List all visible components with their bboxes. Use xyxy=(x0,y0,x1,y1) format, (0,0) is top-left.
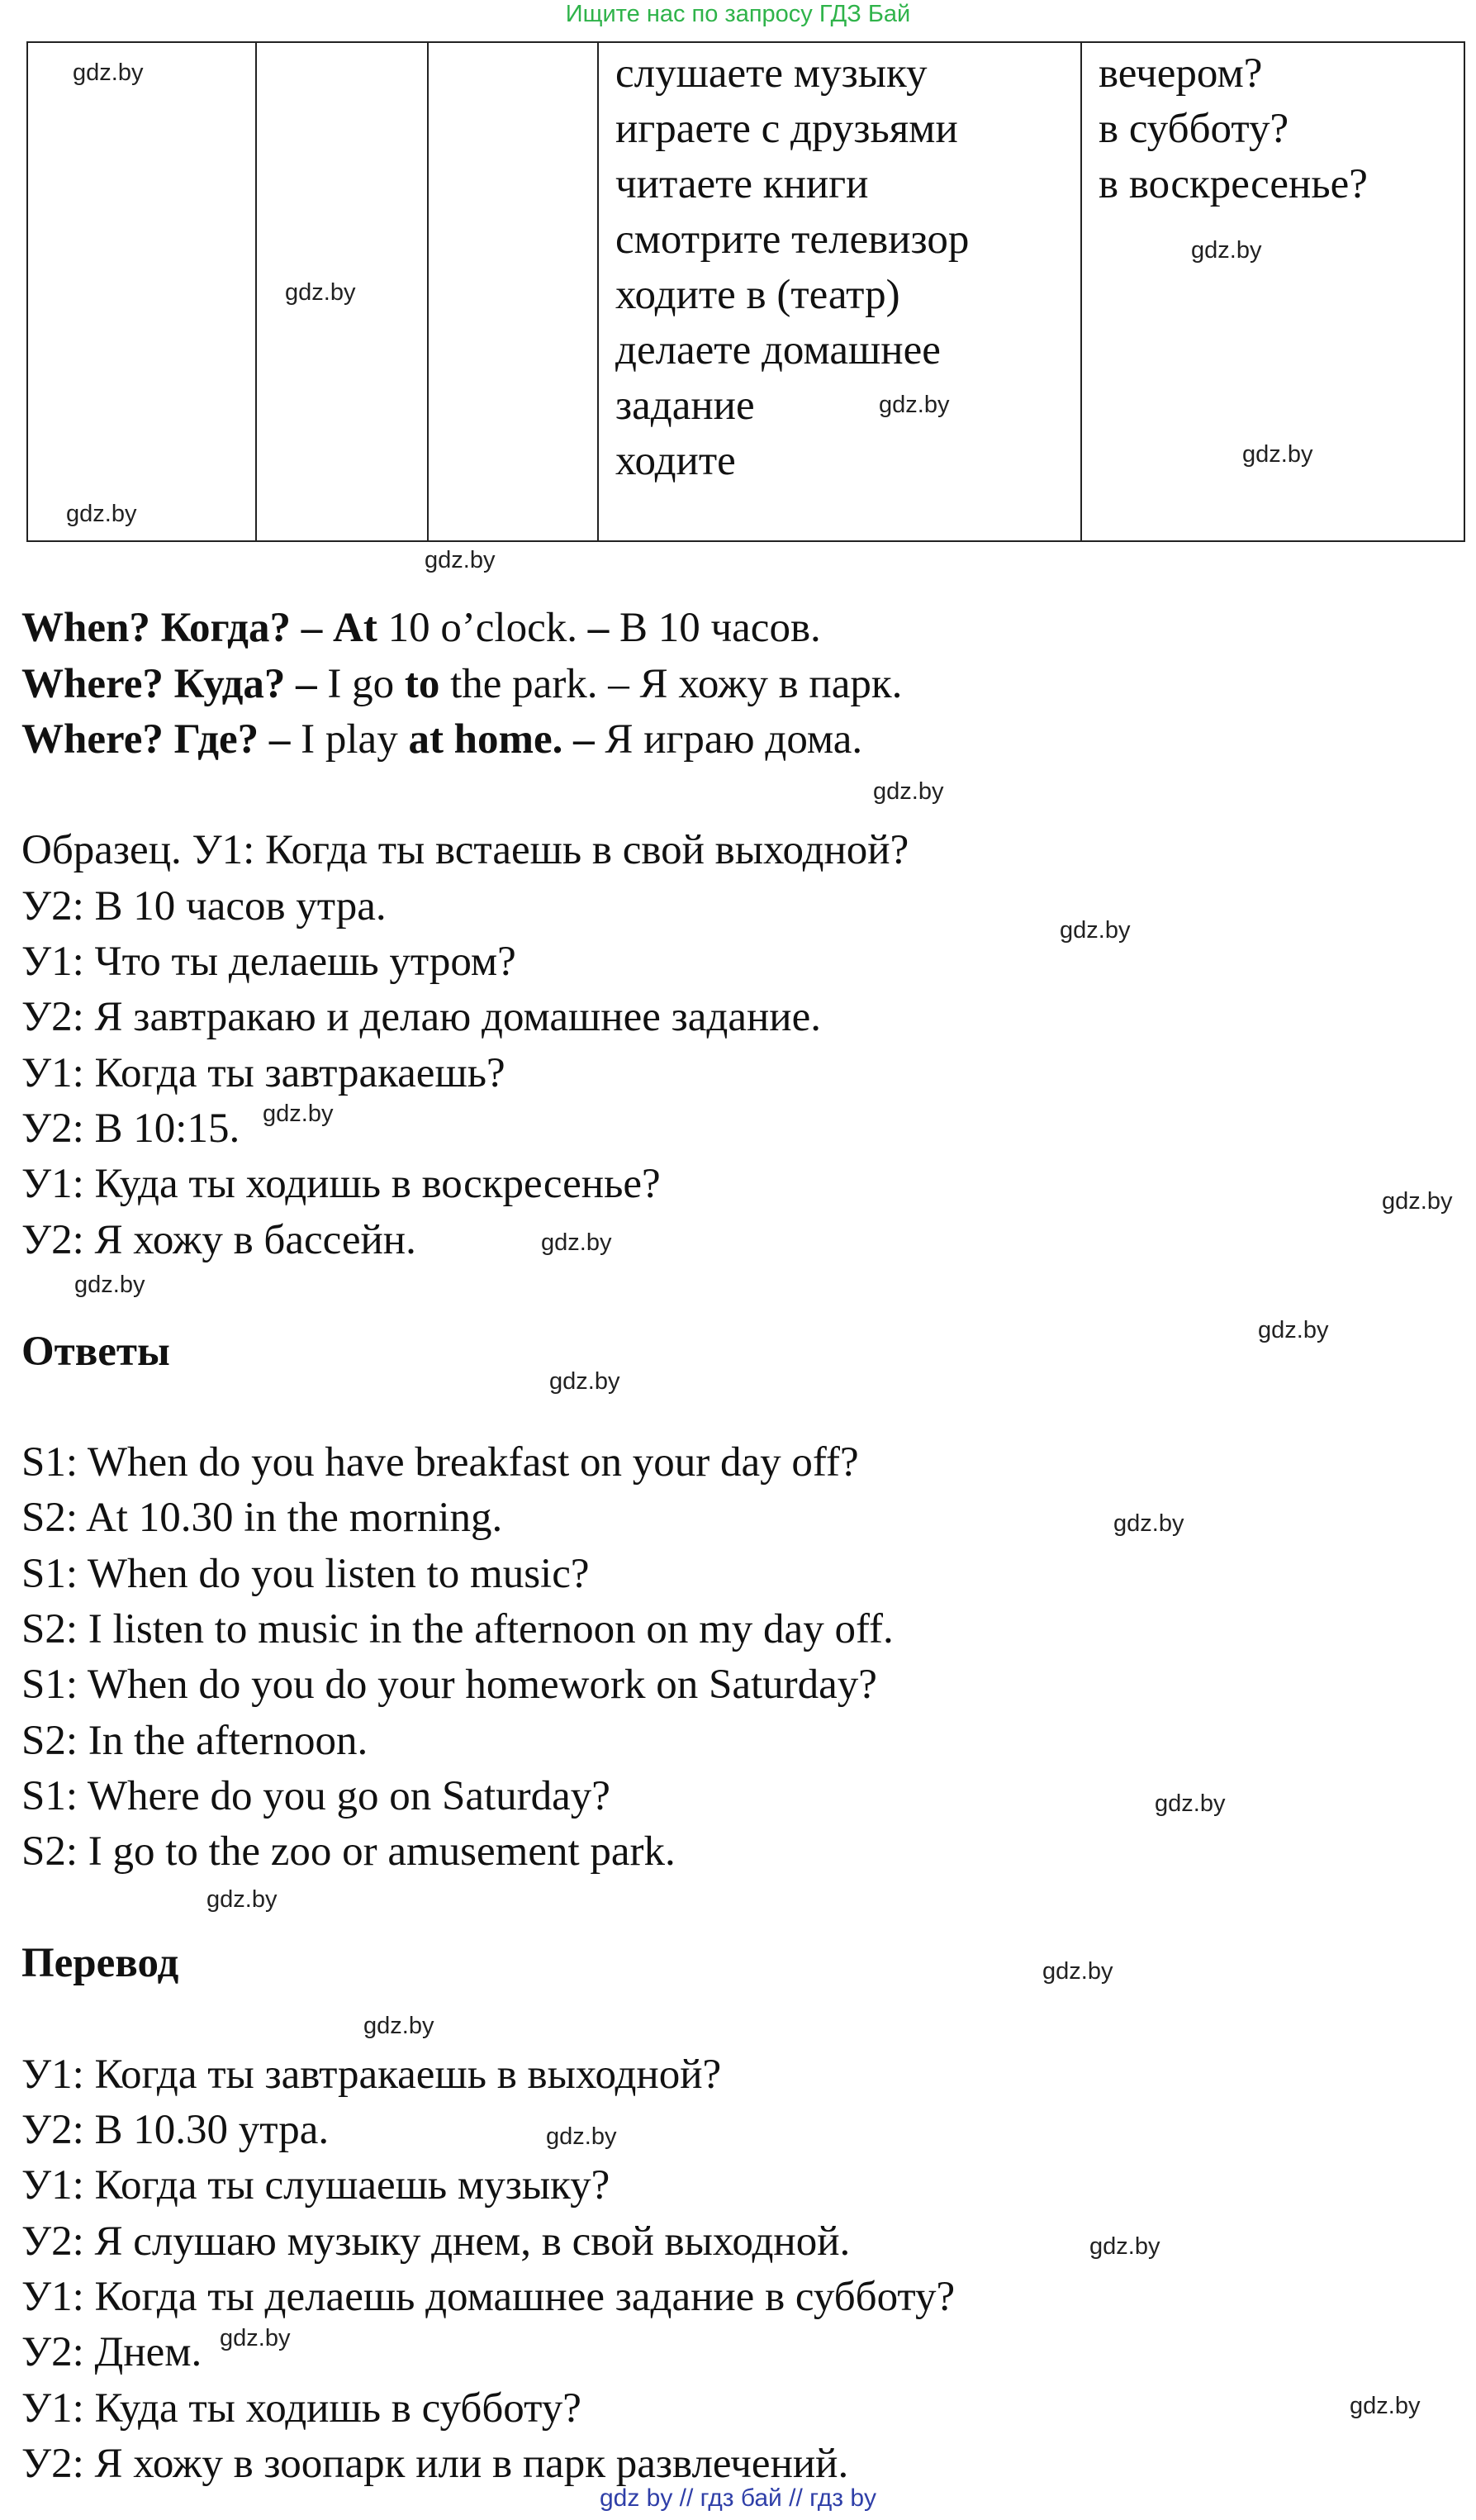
watermark: gdz.by xyxy=(220,2325,291,2351)
rule-where-at: Where? Где? – I play at home. – Я играю дома. xyxy=(21,716,863,763)
watermark: gdz.by xyxy=(1242,441,1313,468)
watermark: gdz.by xyxy=(1042,1958,1113,1985)
translation-line: У2: Днем. xyxy=(21,2329,202,2375)
answer-line: S1: Where do you go on Saturday? xyxy=(21,1773,610,1819)
answers-title: Ответы xyxy=(21,1329,170,1375)
watermark: gdz.by xyxy=(1060,917,1131,944)
answer-line: S1: When do you listen to music? xyxy=(21,1551,590,1597)
table-line: в субботу? xyxy=(1099,106,1289,152)
watermark: gdz.by xyxy=(263,1101,334,1127)
translation-line: У1: Когда ты делаешь домашнее задание в субботу? xyxy=(21,2274,956,2320)
table-line: слушаете музыку xyxy=(615,50,928,97)
translation-line: У1: Когда ты завтракаешь в выходной? xyxy=(21,2052,722,2098)
watermark: gdz.by xyxy=(425,547,496,573)
answer-line: S2: I listen to music in the afternoon on my day off. xyxy=(21,1606,894,1652)
table-line: в воскресенье? xyxy=(1099,161,1368,207)
watermark: gdz.by xyxy=(1191,237,1262,264)
translation-line: У2: Я слушаю музыку днем, в свой выходной. xyxy=(21,2218,851,2265)
watermark: gdz.by xyxy=(1155,1790,1226,1817)
watermark: gdz.by xyxy=(1113,1510,1184,1537)
table-line: вечером? xyxy=(1099,50,1263,97)
watermark: gdz.by xyxy=(1350,2393,1421,2419)
answer-line: S2: In the afternoon. xyxy=(21,1718,368,1764)
watermark: gdz.by xyxy=(206,1886,278,1913)
watermark: gdz.by xyxy=(1089,2233,1160,2260)
sample-line: У2: Я завтракаю и делаю домашнее задание. xyxy=(21,994,821,1040)
watermark: gdz.by xyxy=(546,2123,617,2150)
translation-line: У1: Куда ты ходишь в субботу? xyxy=(21,2385,581,2432)
watermark: gdz.by xyxy=(541,1229,612,1256)
translation-line: У1: Когда ты слушаешь музыку? xyxy=(21,2162,610,2209)
sample-line: Образец. У1: Когда ты встаешь в свой выходной? xyxy=(21,827,909,873)
table-word: делаете xyxy=(615,327,752,373)
sample-line: У1: Когда ты завтракаешь? xyxy=(21,1050,505,1096)
answer-line: S1: When do you have breakfast on your day off? xyxy=(21,1439,859,1486)
rule-when: When? Когда? – At 10 o’clock. – В 10 часов. xyxy=(21,605,821,651)
table-line: читаете книги xyxy=(615,161,869,207)
translation-line: У2: Я хожу в зоопарк или в парк развлечений. xyxy=(21,2441,849,2487)
translation-title: Перевод xyxy=(21,1940,179,1986)
sample-line: У2: В 10:15. xyxy=(21,1105,240,1152)
answer-line: S2: I go to the zoo or amusement park. xyxy=(21,1828,676,1875)
answer-line: S1: When do you do your homework on Saturday? xyxy=(21,1662,877,1708)
top-banner: Ищите нас по запросу ГДЗ Бай xyxy=(565,1,911,27)
translation-line: У2: В 10.30 утра. xyxy=(21,2107,330,2153)
watermark: gdz.by xyxy=(363,2013,434,2039)
table-cell-activities xyxy=(598,42,1081,541)
table-line xyxy=(615,323,1080,378)
watermark: gdz.by xyxy=(549,1368,620,1395)
sample-line: У1: Куда ты ходишь в воскресенье? xyxy=(21,1161,661,1207)
rule-where-to: Where? Куда? – I go to the park. – Я хожу в парк. xyxy=(21,661,903,707)
sample-line: У2: В 10 часов утра. xyxy=(21,883,387,930)
table-line: ходите xyxy=(615,438,736,484)
watermark: gdz.by xyxy=(1382,1188,1453,1215)
bottom-banner: gdz by // гдз бай // гдз by xyxy=(599,2484,877,2512)
table-line: ходите в (театр) xyxy=(615,272,900,318)
table-line: играете с друзьями xyxy=(615,106,958,152)
sample-line: У1: Что ты делаешь утром? xyxy=(21,939,516,985)
watermark: gdz.by xyxy=(1258,1317,1329,1343)
watermark: gdz.by xyxy=(74,1272,145,1298)
watermark: gdz.by xyxy=(879,392,950,418)
table-line: смотрите телевизор xyxy=(615,216,970,263)
watermark: gdz.by xyxy=(873,778,944,805)
watermark: gdz.by xyxy=(285,279,356,306)
table-line: задание xyxy=(615,383,755,429)
answer-line: S2: At 10.30 in the morning. xyxy=(21,1495,503,1541)
table-cell-1 xyxy=(27,42,256,541)
watermark: gdz.by xyxy=(73,59,144,86)
sample-line: У2: Я хожу в бассейн. xyxy=(21,1217,416,1263)
watermark: gdz.by xyxy=(66,501,137,527)
table-word: домашнее xyxy=(761,327,941,373)
table-cell-3 xyxy=(428,42,598,541)
